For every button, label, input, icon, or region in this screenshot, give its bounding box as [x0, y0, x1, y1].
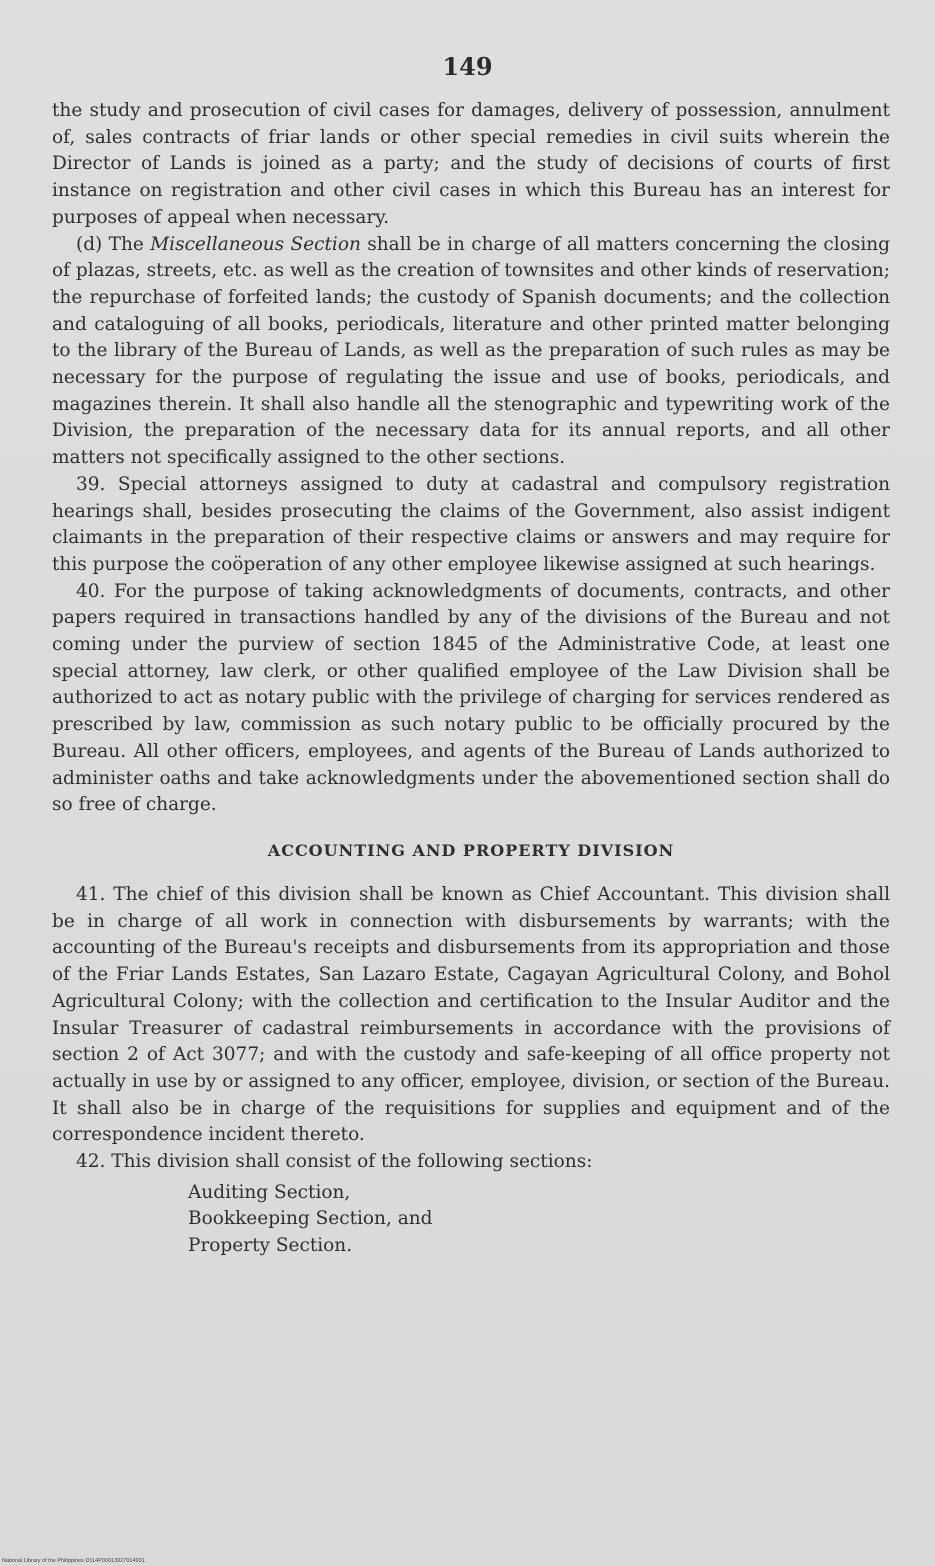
- paragraph-42: 42. This division shall consist of the following sections:: [76, 1151, 593, 1173]
- list-item: Bookkeeping Section, and: [188, 1208, 433, 1230]
- footer-identifier: National Library of the Philippines D114P00013927014931: [2, 1558, 145, 1564]
- paragraph-40: 40. For the purpose of taking acknowledgments of documents, contracts, and other papers required in transactions handled by any of the divisions of the Bureau and not coming under the purview of section 1845 of the Administrative Code, at least one special attorney, law clerk, or other qualified employee of the Law Division shall be authorized to act as notary public with the privilege of charging for services rendered as prescribed by law, commission as such notary public to be officially procured by the Bureau. All other officers, employees, and agents of the Bureau of Lands authorized to administer oaths and take acknowledgments under the abovementioned section shall do so free of charge.: [52, 580, 890, 816]
- section-heading: ACCOUNTING AND PROPERTY DIVISION: [267, 840, 675, 860]
- body-text: [52, 98, 890, 1260]
- list-item: Auditing Section,: [188, 1181, 351, 1203]
- paragraph-lead: (d) The: [76, 233, 151, 255]
- list-item: Property Section.: [188, 1235, 353, 1257]
- paragraph-39: 39. Special attorneys assigned to duty at cadastral and compulsory registration hearings shall, besides prosecuting the claims of the Government, also assist indigent claimants in the preparation of their respective claims or answers and may require for this purpose the coöperation of any other employee likewise assigned at such hearings.: [52, 473, 890, 575]
- paragraph-continuation: the study and prosecution of civil cases for damages, delivery of possession, annulment of, sales contracts of friar lands or other special remedies in civil suits wherein the Director of Lands is joined as a party; and the study of decisions of courts of first instance on registration and other civil cases in which this Bureau has an interest for purposes of appeal when necessary.: [52, 100, 890, 228]
- page-number: 149: [442, 52, 493, 81]
- paragraph-body: shall be in charge of all matters concerning the closing of plazas, streets, etc. as well as the creation of townsites and other kinds of reservation; the repurchase of forfeited lands; the custody of Spanish documents; and the collection and cataloguing of all books, periodicals, literature and other printed matter belonging to the library of the Bureau of Lands, as well as the preparation of such rules as may be necessary for the purpose of regulating the issue and use of books, periodicals, and magazines therein. It shall also handle all the stenographic and typewriting work of the Division, the preparation of the necessary data for its annual reports, and all other matters not specifically assigned to the other sections.: [52, 233, 891, 469]
- paragraph-miscellaneous-section: [52, 232, 890, 472]
- miscellaneous-section-term: Miscellaneous Section: [150, 233, 361, 255]
- paragraph-41: 41. The chief of this division shall be known as Chief Accountant. This division shall be in charge of all work in connection with disbursements by warrants; with the accounting of the Bureau's receipts and disbursements from its appropriation and those of the Friar Lands Estates, San Lazaro Estate, Cagayan Agricultural Colony, and Bohol Agricultural Colony; with the collection and certification to the Insular Auditor and the Insular Treasurer of cadastral reimbursements in accordance with the provisions of section 2 of Act 3077; and with the custody and safe-keeping of all office property not actually in use by or assigned to any officer, employee, division, or section of the Bureau. It shall also be in charge of the requisitions for supplies and equipment and of the correspondence incident thereto.: [52, 883, 890, 1146]
- sections-list: [188, 1180, 890, 1260]
